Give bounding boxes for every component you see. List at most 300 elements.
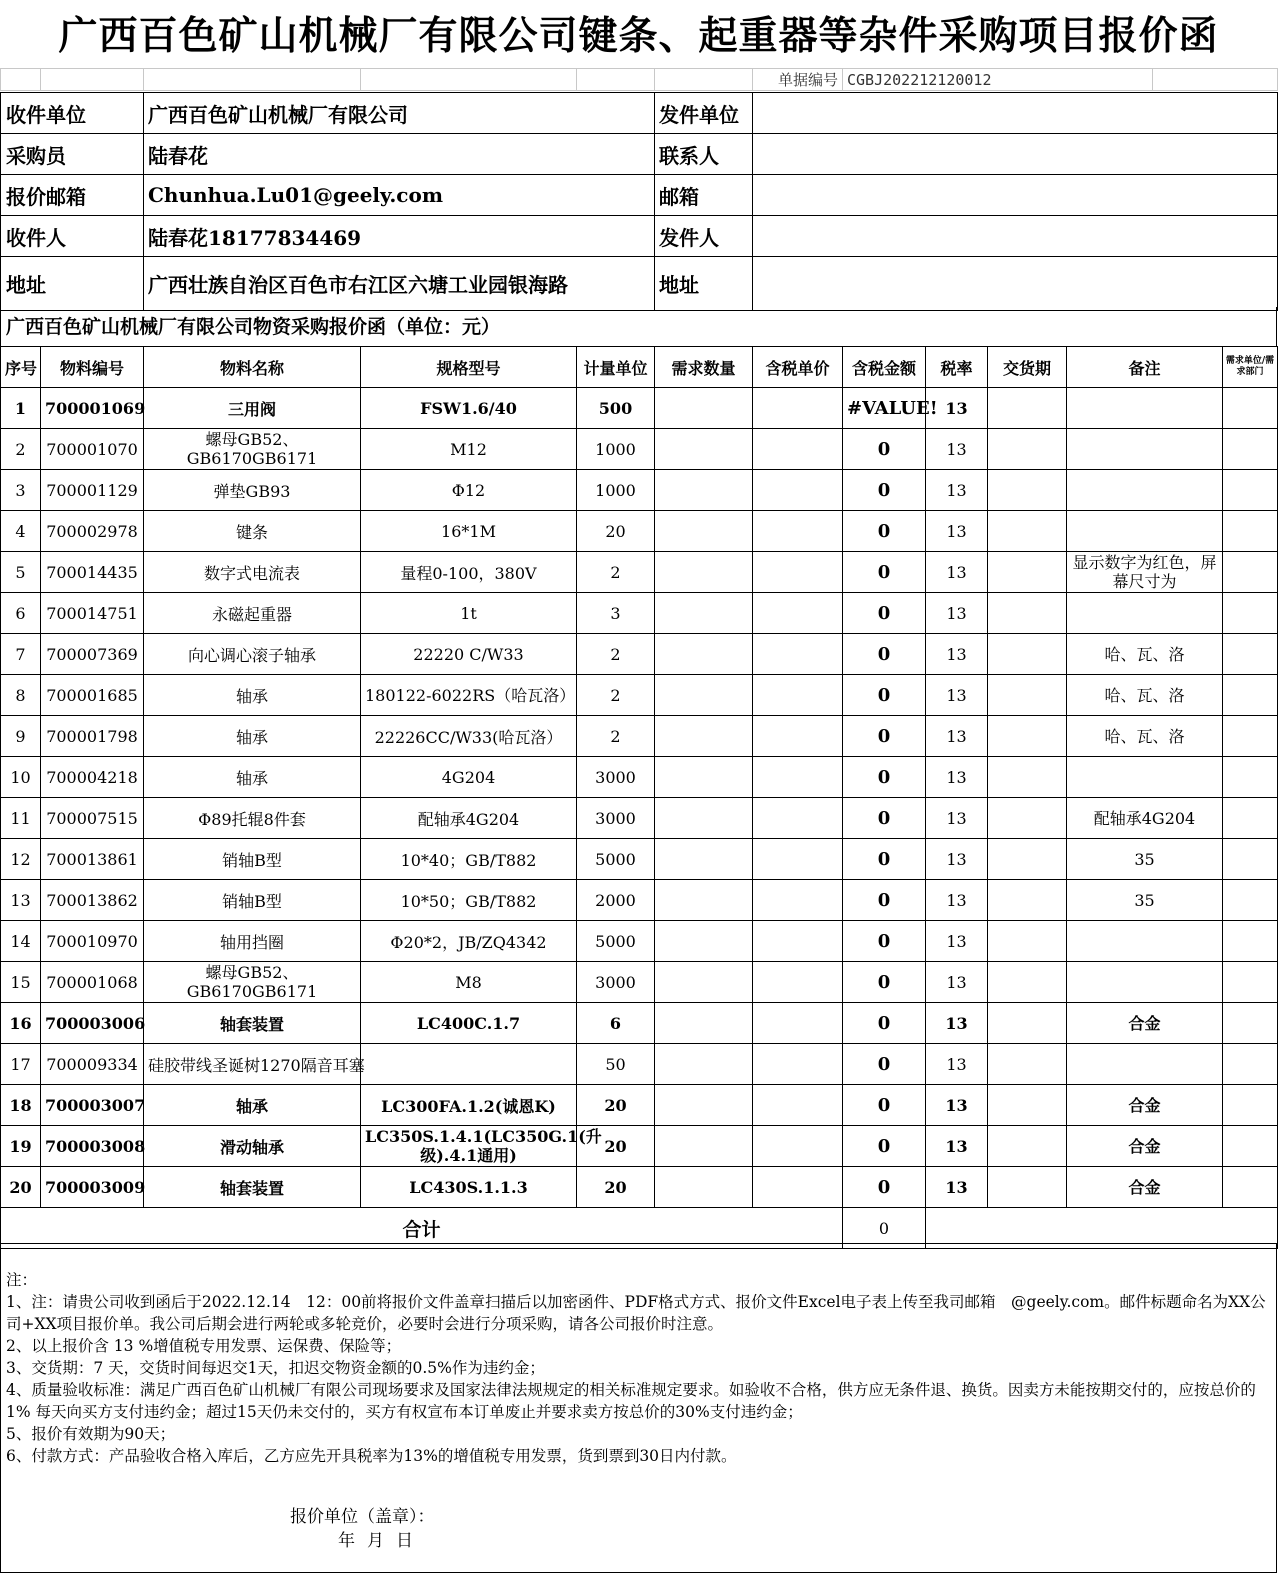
- cell-unit-price[interactable]: [753, 470, 843, 511]
- cell-index: 9: [1, 716, 41, 757]
- buyer-value: 陆春花: [144, 134, 655, 175]
- cell-dept: [1223, 839, 1278, 880]
- cell-material-name: 轴用挡圈: [144, 921, 361, 962]
- cell-tax-rate: 13: [926, 1003, 988, 1044]
- cell-remark: 配轴承4G204: [1067, 798, 1223, 839]
- cell-dept: [1223, 1126, 1278, 1167]
- cell-spec: 配轴承4G204: [361, 798, 577, 839]
- cell-material-name: 向心调心滚子轴承: [144, 634, 361, 675]
- cell-delivery[interactable]: [988, 511, 1067, 552]
- cell-remark: [1067, 921, 1223, 962]
- cell-delivery[interactable]: [988, 1126, 1067, 1167]
- info-table: [0, 92, 1278, 311]
- cell-delivery[interactable]: [988, 962, 1067, 1003]
- cell-material-code: 700001069: [41, 388, 144, 429]
- cell-unit: 5000: [577, 839, 655, 880]
- cell-quantity[interactable]: [655, 634, 753, 675]
- cell-remark: 合金: [1067, 1003, 1223, 1044]
- cell-tax-rate: 13: [926, 962, 988, 1003]
- cell-quantity[interactable]: [655, 798, 753, 839]
- cell-dept: [1223, 388, 1278, 429]
- cell-material-name: 轴承: [144, 1085, 361, 1126]
- cell-quantity[interactable]: [655, 675, 753, 716]
- cell-quantity[interactable]: [655, 1044, 753, 1085]
- cell-material-code: 700003009: [41, 1167, 144, 1208]
- cell-material-code: 700002978: [41, 511, 144, 552]
- table-row: [1, 757, 1278, 798]
- cell-spec: Φ20*2，JB/ZQ4342: [361, 921, 577, 962]
- note-line: 3、交货期：7 天，交货时间每迟交1天，扣迟交物资金额的0.5%作为违约金；: [6, 1359, 545, 1377]
- cell-dept: [1223, 593, 1278, 634]
- cell-delivery[interactable]: [988, 921, 1067, 962]
- cell-unit: 6: [577, 1003, 655, 1044]
- cell-remark: [1067, 511, 1223, 552]
- cell-amount: 0: [843, 880, 926, 921]
- table-row: [1, 470, 1278, 511]
- cell-remark: 哈、瓦、洛: [1067, 716, 1223, 757]
- cell-material-code: 700001068: [41, 962, 144, 1003]
- cell-delivery[interactable]: [988, 388, 1067, 429]
- cell-amount: 0: [843, 716, 926, 757]
- cell-quantity[interactable]: [655, 921, 753, 962]
- cell-index: 7: [1, 634, 41, 675]
- cell-index: 1: [1, 388, 41, 429]
- cell-remark: [1067, 388, 1223, 429]
- cell-quantity[interactable]: [655, 880, 753, 921]
- cell-spec: 22220 C/W33: [361, 634, 577, 675]
- table-row: [1, 593, 1278, 634]
- cell-tax-rate: 13: [926, 839, 988, 880]
- cell-spec: 16*1M: [361, 511, 577, 552]
- col-header-delivery: 交货期: [988, 347, 1067, 388]
- address-label: 地址: [1, 257, 144, 311]
- col-header-code: 物料编号: [41, 347, 144, 388]
- cell-remark: 35: [1067, 839, 1223, 880]
- sender-address-value[interactable]: [753, 257, 1278, 311]
- cell-spec: 10*40；GB/T882: [361, 839, 577, 880]
- cell-material-code: 700001129: [41, 470, 144, 511]
- cell-remark: 合金: [1067, 1126, 1223, 1167]
- cell-quantity[interactable]: [655, 593, 753, 634]
- cell-tax-rate: 13: [926, 634, 988, 675]
- table-row: [1, 798, 1278, 839]
- cell-remark: 哈、瓦、洛: [1067, 634, 1223, 675]
- note-line: 注：: [6, 1271, 38, 1289]
- cell-dept: [1223, 429, 1278, 470]
- note-line: 6、付款方式：产品验收合格入库后，乙方应先开具税率为13%的增值税专用发票，货到票到30日内付款。: [6, 1447, 737, 1465]
- cell-amount: 0: [843, 511, 926, 552]
- cell-material-name: 螺母GB52、GB6170GB6171: [144, 962, 361, 1003]
- cell-remark: [1067, 593, 1223, 634]
- cell-unit: 2: [577, 552, 655, 593]
- cell-dept: [1223, 552, 1278, 593]
- cell-material-code: 700007369: [41, 634, 144, 675]
- cell-material-name: 滑动轴承: [144, 1126, 361, 1167]
- cell-quantity[interactable]: [655, 470, 753, 511]
- cell-tax-rate: 13: [926, 511, 988, 552]
- cell-spec: M8: [361, 962, 577, 1003]
- cell-dept: [1223, 798, 1278, 839]
- cell-remark: 显示数字为红色，屏幕尺寸为: [1067, 552, 1223, 593]
- cell-index: 11: [1, 798, 41, 839]
- cell-unit-price[interactable]: [753, 962, 843, 1003]
- cell-tax-rate: 13: [926, 429, 988, 470]
- col-header-unit: 计量单位: [577, 347, 655, 388]
- cell-tax-rate: 13: [926, 1126, 988, 1167]
- cell-spec: Φ12: [361, 470, 577, 511]
- cell-tax-rate: 13: [926, 552, 988, 593]
- table-row: [1, 921, 1278, 962]
- cell-remark: [1067, 429, 1223, 470]
- col-header-remark: 备注: [1067, 347, 1223, 388]
- cell-material-name: 键条: [144, 511, 361, 552]
- cell-unit-price[interactable]: [753, 1167, 843, 1208]
- cell-tax-rate: 13: [926, 1167, 988, 1208]
- cell-amount: 0: [843, 1167, 926, 1208]
- cell-material-name: 永磁起重器: [144, 593, 361, 634]
- cell-material-name: 硅胶带线圣诞树1270隔音耳塞: [144, 1044, 361, 1085]
- recipient-label: 收件人: [1, 216, 144, 257]
- cell-quantity[interactable]: [655, 1167, 753, 1208]
- cell-quantity[interactable]: [655, 552, 753, 593]
- col-header-index: 序号: [1, 347, 41, 388]
- cell-amount: 0: [843, 675, 926, 716]
- cell-unit-price[interactable]: [753, 675, 843, 716]
- cell-dept: [1223, 1167, 1278, 1208]
- table-row: [1, 634, 1278, 675]
- table-row: [1, 675, 1278, 716]
- cell-amount: 0: [843, 1003, 926, 1044]
- cell-delivery[interactable]: [988, 634, 1067, 675]
- cell-material-name: Φ89托辊8件套: [144, 798, 361, 839]
- sender-address-label: 地址: [655, 257, 753, 311]
- cell-tax-rate: 13: [926, 1044, 988, 1085]
- cell-material-name: 轴承: [144, 675, 361, 716]
- cell-dept: [1223, 470, 1278, 511]
- cell-unit-price[interactable]: [753, 1085, 843, 1126]
- sender-unit-label: 发件单位: [655, 93, 753, 134]
- cell-unit-price[interactable]: [753, 552, 843, 593]
- cell-unit: 2: [577, 716, 655, 757]
- cell-index: 20: [1, 1167, 41, 1208]
- cell-material-name: 轴承: [144, 716, 361, 757]
- cell-unit-price[interactable]: [753, 880, 843, 921]
- table-row: [1, 1126, 1278, 1167]
- cell-amount: 0: [843, 921, 926, 962]
- cell-material-code: 700003007: [41, 1085, 144, 1126]
- total-value: 0: [843, 1208, 926, 1249]
- cell-index: 4: [1, 511, 41, 552]
- cell-spec: 1t: [361, 593, 577, 634]
- note-line: 1、注：请贵公司收到函后于2022.12.14 12：00前将报价文件盖章扫描后以加密函件、PDF格式方式、报价文件Excel电子表上传至我司邮箱 @geely.com。邮件标题命名为XX公司+XX项目报价单。我公司后期会进行两轮或多轮竞价，必要时会进行分项采购，请各公司报价时注意。: [6, 1293, 1266, 1333]
- cell-spec: 10*50；GB/T882: [361, 880, 577, 921]
- cell-quantity[interactable]: [655, 429, 753, 470]
- note-line: 2、以上报价含 13 %增值税专用发票、运保费、保险等；: [6, 1337, 402, 1355]
- cell-quantity[interactable]: [655, 716, 753, 757]
- cell-quantity[interactable]: [655, 1003, 753, 1044]
- cell-unit: 5000: [577, 921, 655, 962]
- col-header-tax-rate: 税率: [926, 347, 988, 388]
- cell-unit-price[interactable]: [753, 1003, 843, 1044]
- cell-material-name: 弹垫GB93: [144, 470, 361, 511]
- cell-unit: 2: [577, 634, 655, 675]
- cell-amount: 0: [843, 470, 926, 511]
- note-line: 4、质量验收标准：满足广西百色矿山机械厂有限公司现场要求及国家法律法规规定的相关标准规定要求。如验收不合格，供方应无条件退、换货。因卖方未能按期交付的，应按总价的1% 每天向买方支付违约金；超过15天仍未交付的，买方有权宣布本订单废止并要求卖方按总价的30%支付违约金；: [6, 1381, 1256, 1421]
- email-label: 报价邮箱: [1, 175, 144, 216]
- cell-amount: 0: [843, 757, 926, 798]
- cell-delivery[interactable]: [988, 429, 1067, 470]
- cell-quantity[interactable]: [655, 388, 753, 429]
- cell-material-code: 700009334: [41, 1044, 144, 1085]
- table-row: [1, 880, 1278, 921]
- doc-number-row: [0, 68, 1278, 91]
- cell-tax-rate: 13: [926, 675, 988, 716]
- table-row: [1, 716, 1278, 757]
- cell-spec: LC400C.1.7: [361, 1003, 577, 1044]
- mailbox-label: 邮箱: [655, 175, 753, 216]
- cell-delivery[interactable]: [988, 1044, 1067, 1085]
- cell-unit-price[interactable]: [753, 839, 843, 880]
- cell-material-code: 700001070: [41, 429, 144, 470]
- cell-amount: 0: [843, 1126, 926, 1167]
- cell-dept: [1223, 757, 1278, 798]
- cell-quantity[interactable]: [655, 1085, 753, 1126]
- table-row: [1, 1085, 1278, 1126]
- table-row: [1, 429, 1278, 470]
- items-header-row: [1, 347, 1278, 388]
- cell-remark: [1067, 1044, 1223, 1085]
- buyer-label: 采购员: [1, 134, 144, 175]
- cell-dept: [1223, 1044, 1278, 1085]
- cell-index: 10: [1, 757, 41, 798]
- cell-amount: 0: [843, 429, 926, 470]
- contact-value[interactable]: [753, 134, 1278, 175]
- cell-tax-rate: 13: [926, 470, 988, 511]
- cell-material-name: 销轴B型: [144, 880, 361, 921]
- cell-remark: [1067, 470, 1223, 511]
- cell-delivery[interactable]: [988, 1167, 1067, 1208]
- email-value: Chunhua.Lu01@geely.com: [144, 175, 655, 216]
- cell-material-name: 三用阀: [144, 388, 361, 429]
- cell-dept: [1223, 880, 1278, 921]
- cell-delivery[interactable]: [988, 798, 1067, 839]
- date-label: 年月日: [338, 1531, 425, 1551]
- col-header-quantity: 需求数量: [655, 347, 753, 388]
- cell-remark: [1067, 962, 1223, 1003]
- cell-unit-price[interactable]: [753, 388, 843, 429]
- cell-dept: [1223, 921, 1278, 962]
- cell-tax-rate: 13: [926, 716, 988, 757]
- table-row: [1, 839, 1278, 880]
- cell-material-code: 700001798: [41, 716, 144, 757]
- cell-spec: 22226CC/W33(哈瓦洛）: [361, 716, 577, 757]
- notes-block: [0, 1243, 1277, 1573]
- receiver-unit-label: 收件单位: [1, 93, 144, 134]
- cell-material-name: 轴套装置: [144, 1003, 361, 1044]
- cell-unit-price[interactable]: [753, 716, 843, 757]
- table-row: [1, 962, 1278, 1003]
- col-header-amount: 含税金额: [843, 347, 926, 388]
- note-line: 5、报价有效期为90天；: [6, 1425, 176, 1443]
- cell-material-code: 700003008: [41, 1126, 144, 1167]
- cell-tax-rate: 13: [926, 593, 988, 634]
- col-header-name: 物料名称: [144, 347, 361, 388]
- table-row: [1, 388, 1278, 429]
- cell-amount: 0: [843, 552, 926, 593]
- cell-quantity[interactable]: [655, 839, 753, 880]
- cell-tax-rate: 13: [926, 1085, 988, 1126]
- cell-amount: 0: [843, 839, 926, 880]
- cell-unit: 3000: [577, 798, 655, 839]
- signature-label: 报价单位（盖章）：: [290, 1507, 435, 1527]
- cell-unit: 20: [577, 1167, 655, 1208]
- cell-unit: 1000: [577, 429, 655, 470]
- cell-unit-price[interactable]: [753, 1126, 843, 1167]
- cell-material-code: 700014751: [41, 593, 144, 634]
- cell-unit: 2: [577, 675, 655, 716]
- cell-unit-price[interactable]: [753, 757, 843, 798]
- cell-index: 16: [1, 1003, 41, 1044]
- cell-delivery[interactable]: [988, 593, 1067, 634]
- sender-unit-value[interactable]: [753, 93, 1278, 134]
- cell-dept: [1223, 634, 1278, 675]
- cell-unit-price[interactable]: [753, 593, 843, 634]
- cell-remark: [1067, 757, 1223, 798]
- mailbox-value[interactable]: [753, 175, 1278, 216]
- cell-material-code: 700007515: [41, 798, 144, 839]
- cell-unit-price[interactable]: [753, 429, 843, 470]
- cell-tax-rate: 13: [926, 388, 988, 429]
- cell-spec: LC430S.1.1.3: [361, 1167, 577, 1208]
- cell-quantity[interactable]: [655, 511, 753, 552]
- address-value: 广西壮族自治区百色市右江区六塘工业园银海路: [144, 257, 655, 311]
- cell-index: 8: [1, 675, 41, 716]
- cell-tax-rate: 13: [926, 921, 988, 962]
- contact-label: 联系人: [655, 134, 753, 175]
- cell-amount: 0: [843, 1085, 926, 1126]
- cell-unit: 3000: [577, 757, 655, 798]
- col-header-spec: 规格型号: [361, 347, 577, 388]
- cell-unit: 20: [577, 1085, 655, 1126]
- cell-amount: 0: [843, 593, 926, 634]
- recipient-value: 陆春花18177834469: [144, 216, 655, 257]
- col-header-unit-price: 含税单价: [753, 347, 843, 388]
- cell-delivery[interactable]: [988, 675, 1067, 716]
- cell-quantity[interactable]: [655, 757, 753, 798]
- cell-spec: [361, 1044, 577, 1085]
- cell-delivery[interactable]: [988, 1085, 1067, 1126]
- cell-unit: 3000: [577, 962, 655, 1003]
- cell-spec: M12: [361, 429, 577, 470]
- cell-unit-price[interactable]: [753, 511, 843, 552]
- cell-delivery[interactable]: [988, 1003, 1067, 1044]
- cell-remark: 合金: [1067, 1085, 1223, 1126]
- cell-delivery[interactable]: [988, 552, 1067, 593]
- cell-unit: 20: [577, 1126, 655, 1167]
- table-row: [1, 511, 1278, 552]
- cell-delivery[interactable]: [988, 716, 1067, 757]
- cell-dept: [1223, 511, 1278, 552]
- total-label: 合计: [1, 1208, 843, 1249]
- doc-number-label: 单据编号: [753, 69, 843, 91]
- cell-spec: 量程0-100，380V: [361, 552, 577, 593]
- cell-material-name: 螺母GB52、GB6170GB6171: [144, 429, 361, 470]
- cell-unit-price[interactable]: [753, 798, 843, 839]
- cell-amount: #VALUE!: [843, 388, 926, 429]
- cell-unit-price[interactable]: [753, 921, 843, 962]
- col-header-dept: 需求单位/需求部门: [1223, 347, 1278, 388]
- table-row: [1, 552, 1278, 593]
- cell-unit: 50: [577, 1044, 655, 1085]
- cell-material-code: 700010970: [41, 921, 144, 962]
- cell-tax-rate: 13: [926, 798, 988, 839]
- cell-unit-price[interactable]: [753, 634, 843, 675]
- cell-index: 14: [1, 921, 41, 962]
- cell-amount: 0: [843, 798, 926, 839]
- cell-amount: 0: [843, 634, 926, 675]
- cell-dept: [1223, 716, 1278, 757]
- cell-spec: LC300FA.1.2(诚恩K): [361, 1085, 577, 1126]
- cell-remark: 哈、瓦、洛: [1067, 675, 1223, 716]
- cell-material-name: 销轴B型: [144, 839, 361, 880]
- section-title: 广西百色矿山机械厂有限公司物资采购报价函（单位：元）: [0, 307, 1277, 347]
- cell-index: 12: [1, 839, 41, 880]
- table-row: [1, 1003, 1278, 1044]
- doc-number-value: CGBJ202212120012: [843, 69, 1153, 91]
- table-row: [1, 1167, 1278, 1208]
- cell-quantity[interactable]: [655, 1126, 753, 1167]
- sender-value[interactable]: [753, 216, 1278, 257]
- cell-unit: 3: [577, 593, 655, 634]
- cell-unit: 20: [577, 511, 655, 552]
- cell-spec: FSW1.6/40: [361, 388, 577, 429]
- cell-unit-price[interactable]: [753, 1044, 843, 1085]
- cell-tax-rate: 13: [926, 880, 988, 921]
- cell-index: 13: [1, 880, 41, 921]
- cell-index: 17: [1, 1044, 41, 1085]
- cell-unit: 1000: [577, 470, 655, 511]
- cell-material-code: 700003006: [41, 1003, 144, 1044]
- cell-material-code: 700001685: [41, 675, 144, 716]
- cell-unit: 500: [577, 388, 655, 429]
- cell-delivery[interactable]: [988, 880, 1067, 921]
- cell-remark: 合金: [1067, 1167, 1223, 1208]
- cell-delivery[interactable]: [988, 839, 1067, 880]
- cell-unit: 2000: [577, 880, 655, 921]
- cell-dept: [1223, 962, 1278, 1003]
- cell-dept: [1223, 1003, 1278, 1044]
- cell-spec: LC350S.1.4.1(LC350G.1(升级).4.1通用): [361, 1126, 577, 1167]
- cell-material-code: 700014435: [41, 552, 144, 593]
- cell-spec: 4G204: [361, 757, 577, 798]
- cell-delivery[interactable]: [988, 757, 1067, 798]
- cell-material-code: 700013862: [41, 880, 144, 921]
- cell-index: 6: [1, 593, 41, 634]
- cell-index: 15: [1, 962, 41, 1003]
- cell-index: 19: [1, 1126, 41, 1167]
- table-row: [1, 1044, 1278, 1085]
- items-table: [0, 346, 1278, 1249]
- cell-dept: [1223, 1085, 1278, 1126]
- cell-quantity[interactable]: [655, 962, 753, 1003]
- cell-tax-rate: 13: [926, 757, 988, 798]
- cell-delivery[interactable]: [988, 470, 1067, 511]
- cell-material-code: 700004218: [41, 757, 144, 798]
- cell-dept: [1223, 675, 1278, 716]
- receiver-unit-value: 广西百色矿山机械厂有限公司: [144, 93, 655, 134]
- cell-material-name: 数字式电流表: [144, 552, 361, 593]
- document-title: 广西百色矿山机械厂有限公司键条、起重器等杂件采购项目报价函: [58, 13, 1219, 59]
